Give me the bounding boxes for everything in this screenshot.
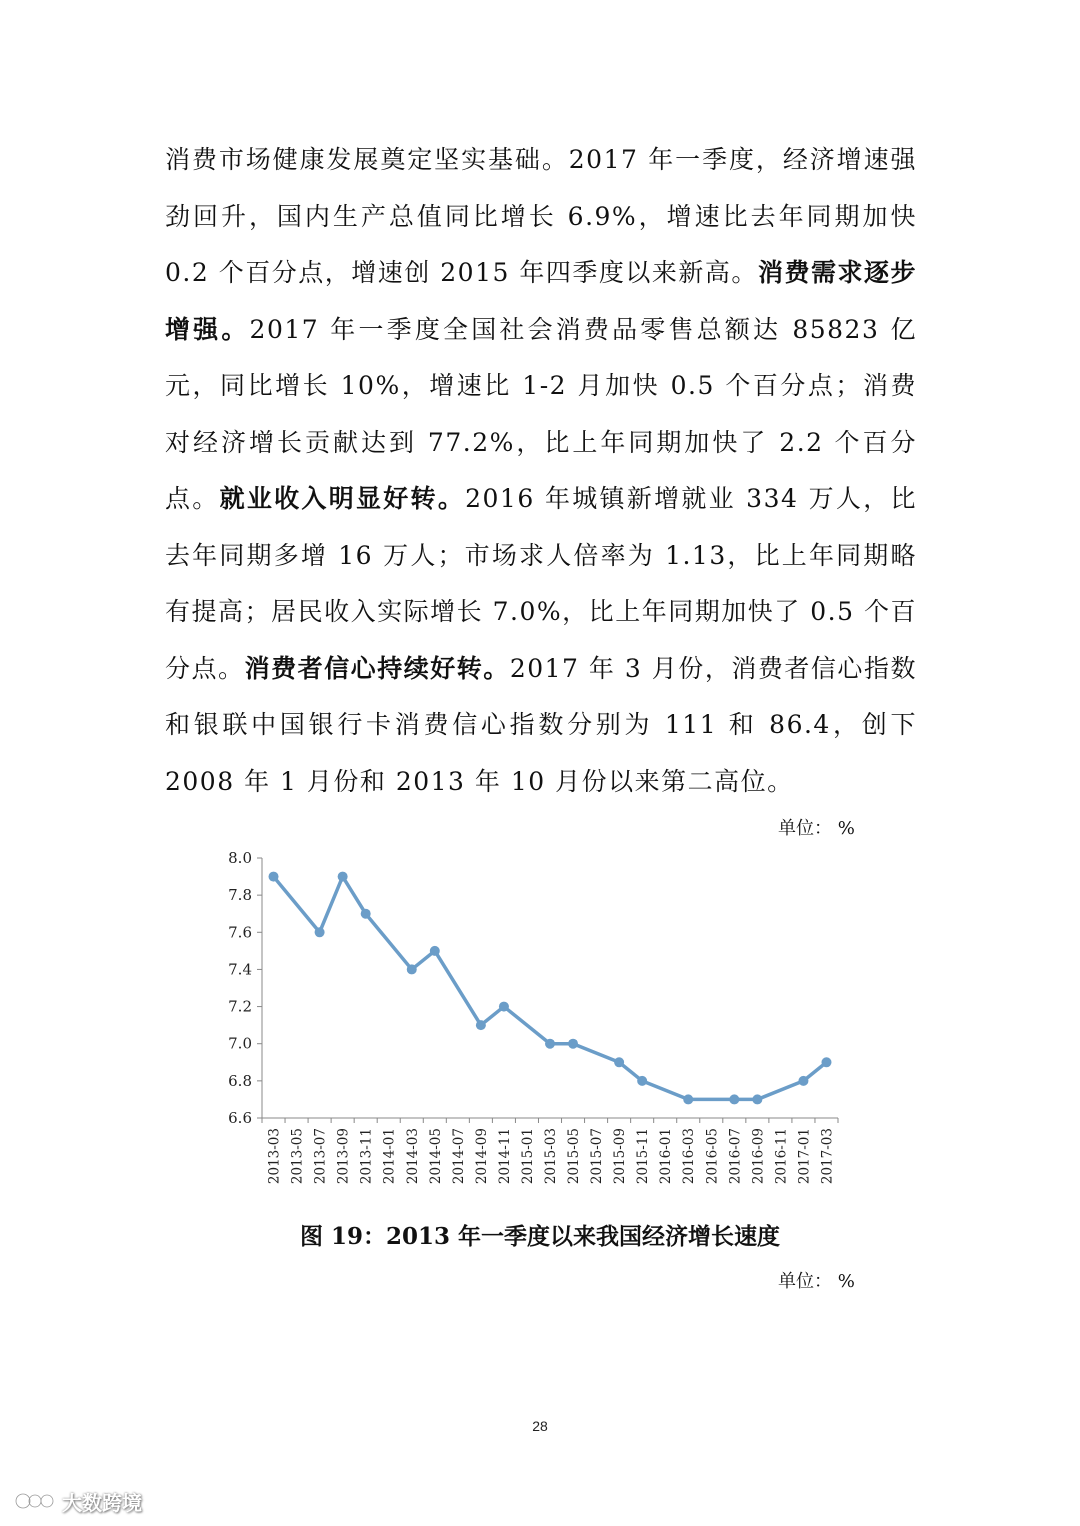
y-tick-label: 8.0 — [228, 849, 252, 867]
y-tick-label: 7.0 — [228, 1034, 252, 1053]
watermark-text: 大数跨境 — [62, 1490, 142, 1515]
gdp-growth-line-chart — [190, 840, 850, 1210]
x-tick-label: 2015-01 — [519, 1128, 536, 1185]
data-point — [430, 946, 440, 956]
x-tick-label: 2015-05 — [566, 1128, 583, 1185]
data-point — [752, 1094, 762, 1104]
x-tick-label: 2015-11 — [635, 1128, 652, 1185]
data-point — [729, 1094, 739, 1104]
data-point — [269, 872, 279, 882]
figure-caption: 图 19：2013 年一季度以来我国经济增长速度 — [299, 1223, 781, 1250]
series-line — [274, 877, 827, 1100]
y-tick-label: 7.2 — [228, 997, 252, 1016]
data-point — [637, 1076, 647, 1086]
data-point — [361, 909, 371, 919]
data-point — [338, 872, 348, 882]
data-point — [476, 1020, 486, 1030]
body-paragraph — [165, 132, 917, 810]
x-tick-label: 2017-03 — [819, 1128, 836, 1185]
x-tick-label: 2013-03 — [266, 1128, 283, 1185]
x-tick-label: 2016-07 — [727, 1128, 744, 1185]
x-tick-label: 2013-09 — [335, 1128, 352, 1185]
x-tick-label: 2017-01 — [796, 1128, 813, 1185]
body-text-4: 2017 年 3 月份，消费者信心指数和银联中国银行卡消费信心指数分别为 111 和 86.4，创下 2008 年 1 月份和 2013 年 10 月份以来第二高位。 — [165, 653, 917, 796]
unit-label-top: 单位： % — [778, 818, 855, 839]
watermark — [14, 1486, 142, 1516]
page-number: 28 — [532, 1418, 548, 1434]
y-tick-label: 6.8 — [228, 1071, 252, 1090]
data-point — [568, 1039, 578, 1049]
data-point — [545, 1039, 555, 1049]
x-tick-label: 2013-07 — [312, 1128, 329, 1185]
data-point — [821, 1057, 831, 1067]
x-tick-label: 2015-03 — [543, 1128, 559, 1185]
body-text-1: 消费市场健康发展奠定坚实基础。2017 年一季度，经济增速强劲回升，国内生产总值同比增长 6.9%，增速比去年同期加快 0.2 个百分点，增速创 2015 年四季度以来新高。 — [165, 145, 917, 287]
data-point — [499, 1002, 509, 1012]
x-tick-label: 2013-11 — [358, 1128, 375, 1185]
x-tick-label: 2016-05 — [704, 1128, 721, 1185]
data-point — [614, 1057, 624, 1067]
data-point — [407, 964, 417, 974]
y-tick-label: 7.6 — [228, 923, 252, 942]
x-tick-label: 2014-11 — [496, 1128, 513, 1185]
y-tick-label: 6.6 — [228, 1109, 252, 1127]
data-point — [683, 1094, 693, 1104]
y-tick-label: 7.8 — [228, 886, 252, 905]
x-tick-label: 2016-11 — [773, 1128, 790, 1185]
x-tick-label: 2014-01 — [381, 1128, 398, 1185]
x-tick-label: 2014-03 — [404, 1128, 421, 1185]
highlight-employment-income: 就业收入明显好转。 — [219, 484, 466, 513]
highlight-consumer-demand: 消费需求逐步增强。 — [165, 258, 917, 344]
y-tick-label: 7.4 — [228, 960, 252, 979]
data-point — [798, 1076, 808, 1086]
x-tick-label: 2014-09 — [473, 1128, 490, 1185]
unit-label-bottom: 单位： % — [778, 1271, 855, 1292]
x-tick-label: 2015-09 — [612, 1128, 629, 1185]
data-point — [315, 927, 325, 937]
x-tick-label: 2016-09 — [750, 1128, 767, 1185]
x-tick-label: 2014-07 — [450, 1128, 467, 1185]
x-tick-label: 2013-05 — [289, 1128, 306, 1185]
highlight-consumer-confidence: 消费者信心持续好转。 — [244, 653, 510, 683]
x-tick-label: 2014-05 — [427, 1128, 444, 1185]
body-text-3: 2016 年城镇新增就业 334 万人，比去年同期多增 16 万人；市场求人倍率为 1.13，比上年同期略有提高；居民收入实际增长 7.0%，比上年同期加快了 0.5 个百分点。 — [165, 484, 917, 683]
x-tick-label: 2016-03 — [681, 1128, 698, 1185]
x-tick-label: 2015-07 — [589, 1128, 606, 1185]
body-text-2: 2017 年一季度全国社会消费品零售总额达 85823 亿元，同比增长 10%，增速比 1-2 月加快 0.5 个百分点；消费对经济增长贡献达到 77.2%，比上年同期加快了 2.2 个百分点。 — [165, 314, 917, 513]
watermark-logo-icon — [14, 1489, 56, 1513]
x-tick-label: 2016-01 — [658, 1128, 675, 1185]
